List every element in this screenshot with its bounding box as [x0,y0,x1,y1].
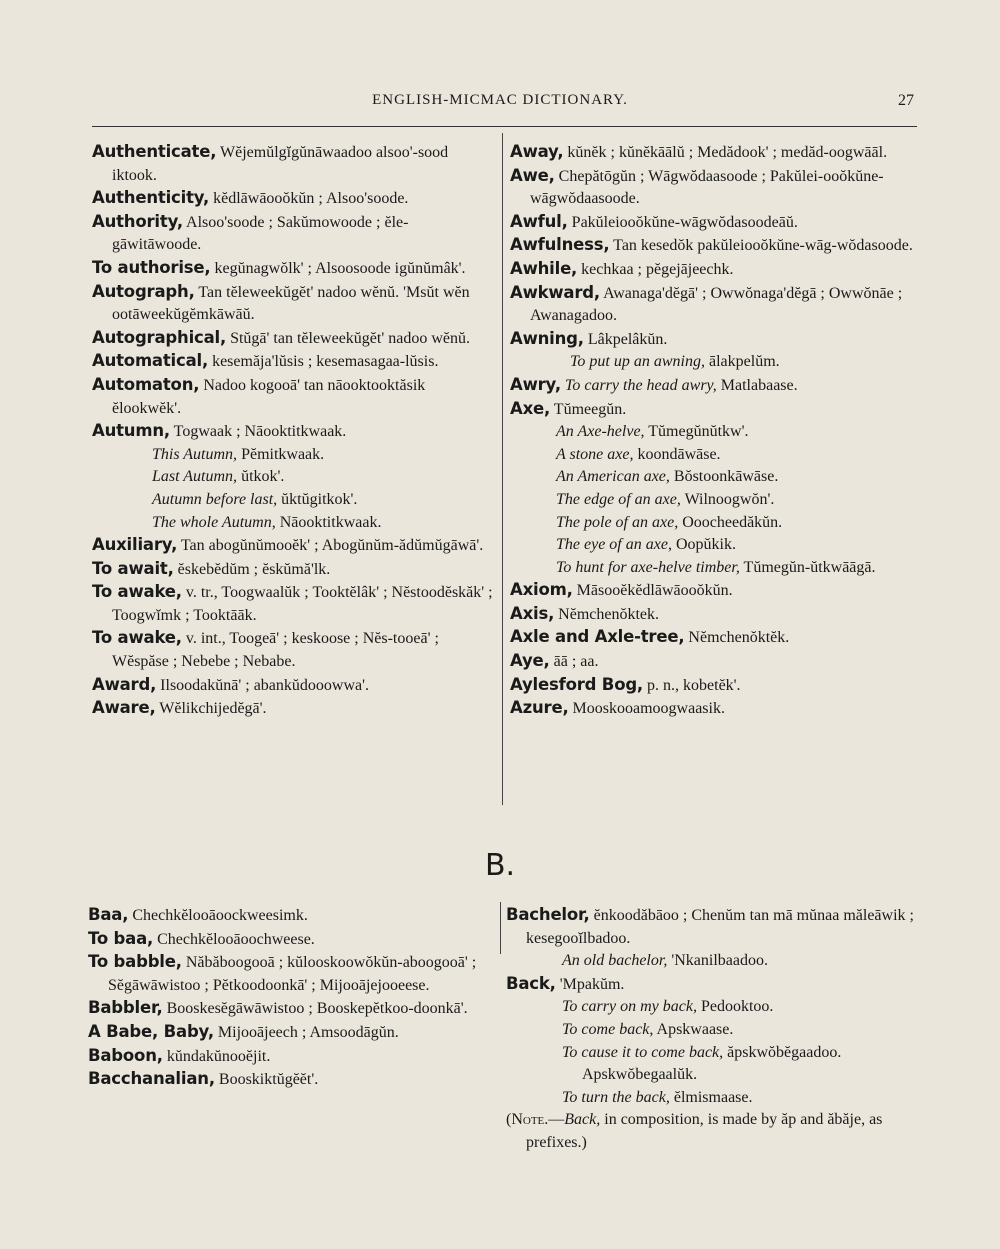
headword: Automatical, [92,351,209,371]
definition-text: Wĕlikchijedĕgā'. [155,700,267,718]
entry [92,187,496,211]
definition-text: Ilsoodakŭnā' ; abankŭdooowwa'. [156,676,369,694]
headword: Automaton, [92,374,200,394]
entry [92,211,496,257]
entry [88,1021,498,1045]
headword: Awe, [510,165,555,185]
entry [92,257,496,281]
sub-entry [510,351,918,374]
entry [92,374,496,420]
example-phrase: To come back, [562,1020,654,1038]
definition-text: Oopŭkik. [671,536,736,554]
page-header [0,92,1000,116]
entry [510,258,918,282]
entry [510,650,918,674]
entry [92,327,496,351]
entry [92,420,496,444]
definition-text: Booskesĕgāwāwistoo ; Booskepĕtkoo-doonkā'. [162,1000,468,1018]
definition-text: Nĕmchenŏktek. [554,605,660,623]
sub-entry [506,1087,918,1110]
example-phrase: Last Autumn, [152,468,238,486]
entry [92,697,496,721]
headword: Auxiliary, [92,535,178,555]
definition-text: Nāooktitkwaak. [275,513,382,531]
headword: Awfulness, [510,235,610,255]
definition-text: ăpskwŏbĕgaadoo. Apskwŏbegaalŭk. [582,1043,842,1084]
entry [510,398,918,422]
definition-text: Tŭmegŭnŭtkw'. [644,423,749,441]
entry [92,558,496,582]
example-phrase: The whole Autumn, [152,513,276,531]
headword: To babble, [88,952,182,972]
definition-text: Năbăboogooā ; kŭlooskoowŏkŭn-aboogooā' ; Sĕgāwāwistoo ; Pĕtkoodoonkā' ; Mijooājejooeese. [108,954,477,994]
headword: Aye, [510,651,550,671]
example-phrase: The edge of an axe, [556,490,681,508]
definition-text: Apskwaase. [653,1020,734,1038]
example-phrase: Autumn before last, [152,490,278,508]
headword: Authenticity, [92,188,210,208]
definition-text: Wilnoogwŏn'. [680,490,775,508]
definition-text: 'Mpakŭm. [555,975,625,993]
definition-text: Matlabaase. [716,376,798,394]
headword: Awning, [510,328,584,348]
sub-entry [92,466,496,489]
sub-entry [506,1019,918,1042]
headword: Azure, [510,698,569,718]
entry [510,211,918,235]
definition-text: Māsooĕkĕdlāwāooŏkŭn. [572,582,733,600]
definition-text: Nadoo kogooā' tan nāooktooktăsik ĕlookwĕk'. [112,376,426,417]
definition-text: Tŭmegŭn-ŭtkwāāgā. [739,558,876,576]
headword: To awake, [92,628,182,648]
page-number: 27 [898,92,914,109]
entry [88,951,498,997]
definition-text: Nĕmchenŏktĕk. [684,629,790,647]
definition-text: Pedooktoo. [696,998,774,1016]
headword: Authenticate, [92,142,217,161]
example-phrase: To put up an awning, [570,353,705,371]
definition-text: Awanaga'dĕgā' ; Owwŏnaga'dĕgā ; Owwŏnāe ; Awanagadoo. [530,284,903,325]
left-column-a [92,141,496,721]
entry [88,904,498,928]
headword: To await, [92,558,174,578]
example-phrase: A stone axe, [556,445,634,463]
headword: Axe, [510,398,551,418]
entry [510,579,918,603]
entry [510,374,918,398]
example-phrase: To carry on my back, [562,998,697,1016]
header-rule [92,126,917,127]
sub-entry [510,489,918,512]
example-phrase: An American axe, [556,468,670,486]
entry [510,674,918,698]
entry [506,973,918,997]
left-column-b [88,904,498,1092]
entry [510,141,918,165]
headword: Axle and Axle-tree, [510,627,685,647]
entry [92,627,496,673]
sub-entry [506,996,918,1019]
sub-entry [510,557,918,580]
definition-text: Chepătōgŭn ; Wāgwŏdaasoode ; Pakŭlei-ooŏkŭne-wāgwŏdaasoode. [530,167,884,208]
sub-entry [506,950,918,973]
sub-entry [510,466,918,489]
example-phrase: This Autumn, [152,445,238,463]
headword: Away, [510,142,564,161]
note-entry [506,1109,918,1154]
definition-text: v. tr., Toogwaalŭk ; Tooktĕlâk' ; Nĕstoodĕskăk' ; Toogwĭmk ; Tooktāāk. [112,584,493,624]
entry [88,1068,498,1092]
sub-entry [510,421,918,444]
definition-text: Tan abogŭnŭmooĕk' ; Abogŭnŭm-ădŭmŭgāwā'. [177,537,484,555]
definition-text: kesemăja'lŭsis ; kesemasagaa-lŭsis. [208,353,439,371]
headword: A Babe, Baby, [88,1021,214,1041]
sub-entry [510,444,918,467]
entry [88,1045,498,1069]
entry [510,234,918,258]
headword: Axis, [510,603,555,623]
entry [510,626,918,650]
definition-text: kŭndakŭnooĕjit. [162,1047,271,1065]
headword: To baa, [88,928,154,948]
definition-text: ( [506,1111,512,1129]
definition-text: Note. [511,1111,549,1129]
entry [92,281,496,327]
running-title: ENGLISH-MICMAC DICTIONARY. [372,92,628,108]
sub-entry [510,534,918,557]
headword: Autograph, [92,281,195,301]
definition-text: Mooskooamoogwaasik. [568,700,725,718]
definition-text: kegŭnagwŏlk' ; Alsoosoode igŭnŭmâk'. [210,259,466,277]
headword: Authority, [92,211,183,231]
sub-entry [92,444,496,467]
definition-text: ŭktŭgitkok'. [277,490,358,508]
definition-text: 'Nkanilbaadoo. [667,952,768,970]
sub-entry [506,1042,918,1087]
example-phrase: An old bachelor, [562,952,668,970]
headword: Awful, [510,211,568,231]
definition-text: in composition, is made by ăp and ăbăje, as prefixes.) [526,1111,883,1151]
example-phrase: The pole of an axe, [556,513,679,531]
example-phrase: To cause it to come back, [562,1043,724,1061]
definition-text: Booskiktŭgĕĕt'. [214,1071,319,1089]
definition-text: ŭtkok'. [237,468,285,486]
headword: Awkward, [510,282,600,302]
sub-entry [510,512,918,535]
headword: Axiom, [510,580,573,600]
definition-text: ālakpelŭm. [705,353,780,371]
definition-text: ĕnkoodăbāoo ; Chenŭm tan mā mŭnaa măleāwik ; kesegooĭlbadoo. [526,907,914,947]
headword: Baboon, [88,1045,163,1065]
headword: Autumn, [92,421,170,441]
definition-text: p. n., kobetĕk'. [643,676,741,694]
entry [92,141,496,187]
example-phrase: The eye of an axe, [556,536,672,554]
definition-text: Tan kesedŏk pakŭleiooŏkŭne-wāg-wŏdasoode. [609,237,913,255]
sub-entry [92,512,496,535]
definition-text: Chechkĕlooāoochweese. [153,930,315,948]
definition-text: Tan tĕleweekŭgĕt' nadoo wĕnŭ. 'Msŭt wĕn ootāweekŭgĕmkāwāŭ. [112,283,470,324]
headword: Aylesford Bog, [510,674,644,694]
definition-text: Pakŭleiooŏkŭne-wāgwŏdasoodeāŭ. [567,213,798,231]
headword: Award, [92,674,157,694]
definition-text: Alsoo'soode ; Sakŭmowoode ; ĕle-gāwitāwoode. [112,213,409,254]
headword: Awhile, [510,258,578,278]
example-phrase: Back, [564,1111,601,1129]
sub-entry [92,489,496,512]
headword: Bachelor, [506,905,590,924]
headword: Babbler, [88,998,163,1018]
right-column-a [510,141,918,721]
entry [510,165,918,211]
example-phrase: To turn the back, [562,1088,670,1106]
definition-text: kĕdlāwāooŏkŭn ; Alsoo'soode. [209,190,409,208]
definition-text: Ooocheedăkŭn. [678,513,783,531]
entry [510,328,918,352]
entry [92,581,496,627]
headword: Aware, [92,698,156,718]
headword: To awake, [92,582,182,602]
definition-text: koondāwāse. [633,445,721,463]
headword: Awry, [510,374,561,394]
entry [88,928,498,952]
definition-text: āā ; aa. [549,653,599,671]
entry [506,904,918,950]
entry [92,674,496,698]
column-divider-bottom [500,902,501,954]
definition-text: Chechkĕlooāoockweesimk. [128,907,308,924]
headword: To authorise, [92,257,211,277]
headword: Autographical, [92,327,227,347]
definition-text: Mijooājeech ; Amsoodāgŭn. [213,1023,399,1041]
entry [510,697,918,721]
definition-text: Lâkpelâkŭn. [583,330,668,348]
definition-text: ĕskebĕdŭm ; ĕskŭmă'lk. [173,560,331,578]
headword: Bacchanalian, [88,1069,215,1089]
definition-text: — [548,1111,565,1129]
entry [510,603,918,627]
entry [510,282,918,328]
headword: Back, [506,973,556,993]
headword: Baa, [88,905,129,924]
example-phrase: To carry the head awry, [560,376,717,394]
definition-text: ĕlmismaase. [669,1088,753,1106]
definition-text: Tŭmeegŭn. [550,400,627,418]
definition-text: Pĕmitkwaak. [237,445,325,463]
section-heading: B. [484,848,516,883]
definition-text: Wĕjemŭlgĭgŭnāwaadoo alsoo'-sood iktook. [112,144,449,184]
entry [88,997,498,1021]
entry [92,534,496,558]
definition-text: Togwaak ; Nāooktitkwaak. [169,423,347,441]
column-divider-top [502,133,503,805]
definition-text: kŭnĕk ; kŭnĕkāālŭ ; Medădook' ; medăd-oogwāāl. [563,144,888,161]
definition-text: kechkaa ; pĕgejājeechk. [577,260,734,278]
example-phrase: To hunt for axe-helve timber, [556,558,740,576]
definition-text: Stŭgā' tan tĕleweekŭgĕt' nadoo wĕnŭ. [226,329,470,347]
right-column-b [506,904,918,1155]
definition-text: v. int., Toogeā' ; keskoose ; Nĕs-tooeā' ; Wĕspăse ; Nebebe ; Nebabe. [112,630,439,671]
example-phrase: An Axe-helve, [556,423,645,441]
entry [92,350,496,374]
definition-text: Bŏstoonkāwāse. [669,468,779,486]
